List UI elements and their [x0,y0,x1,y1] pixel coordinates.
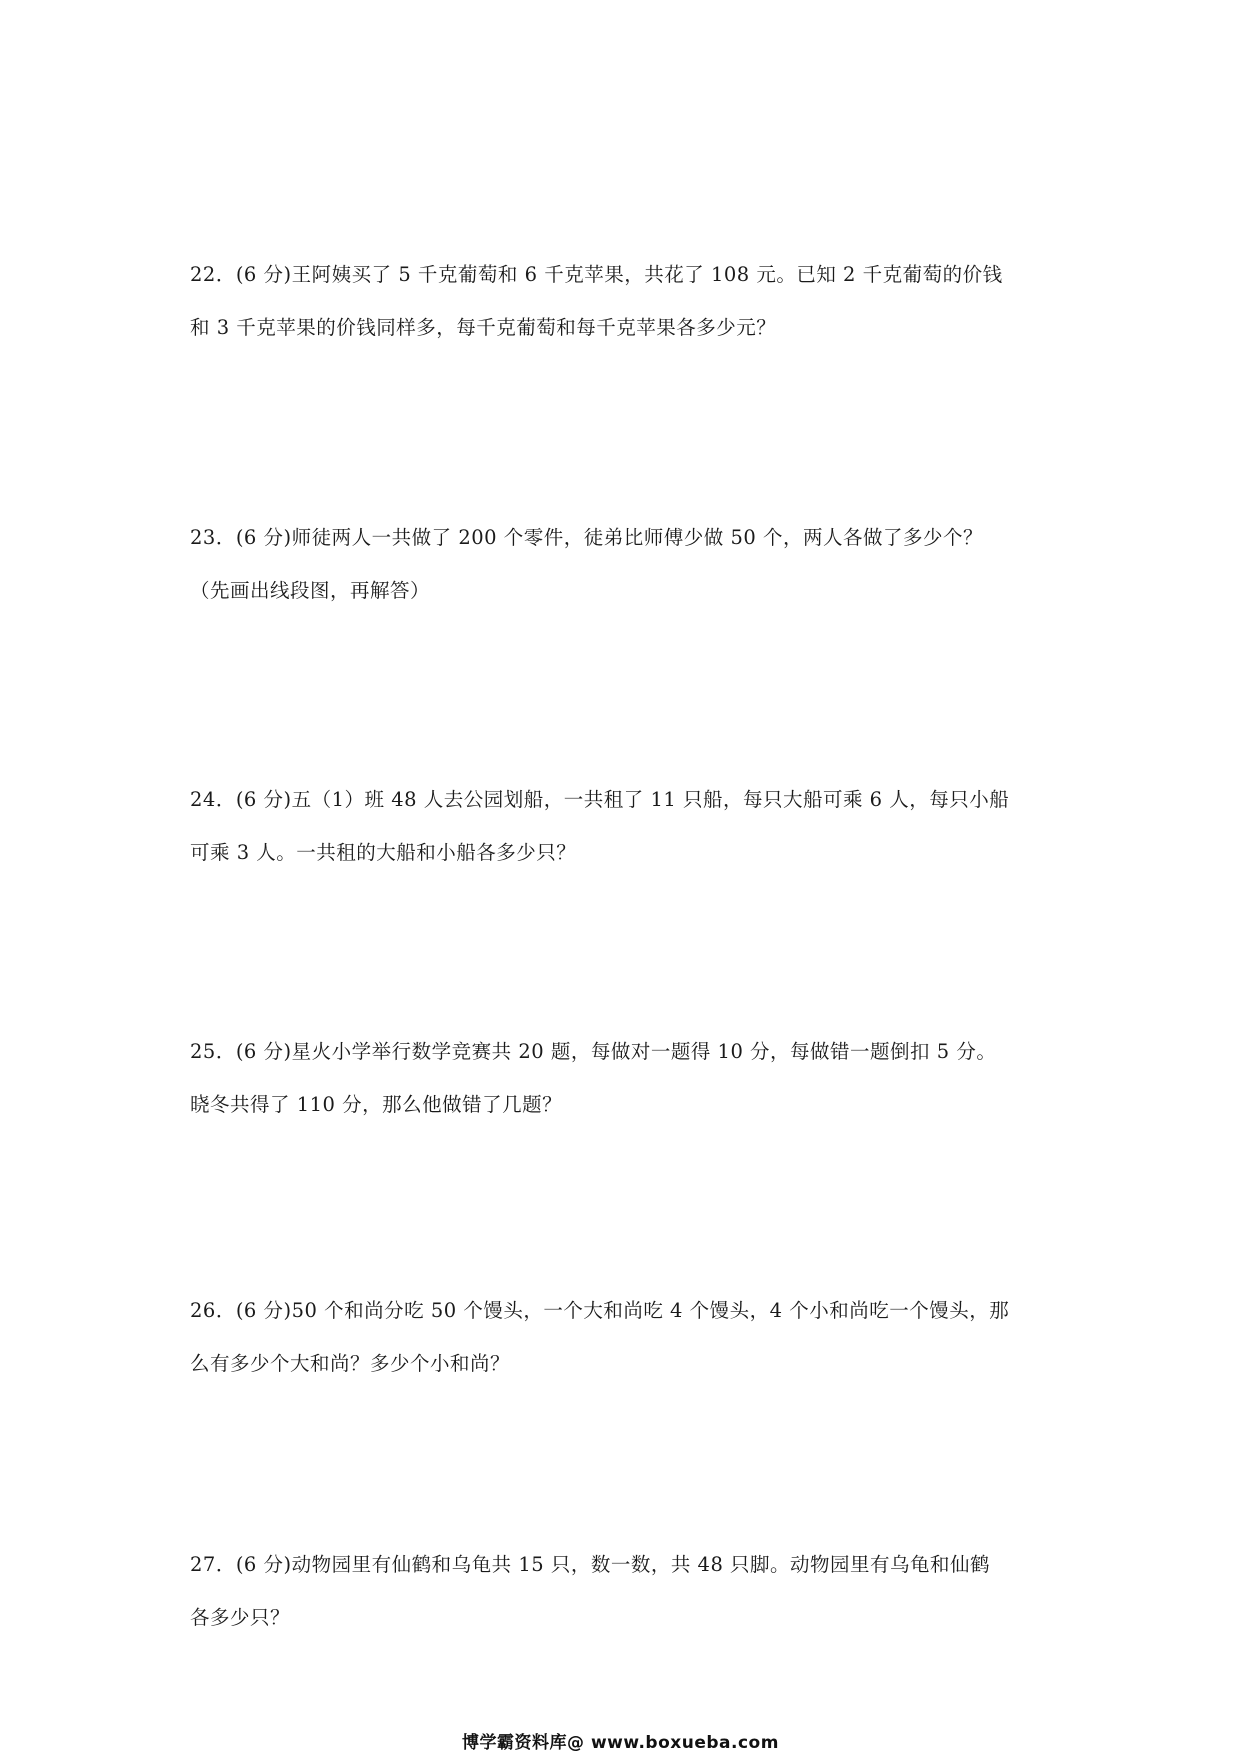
question-25-line-2: 晓冬共得了 110 分，那么他做错了几题？ [190,1093,563,1116]
question-24 [190,773,1070,879]
question-25-line-1: 25．(6 分)星火小学举行数学竞赛共 20 题，每做对一题得 10 分，每做错一题倒扣 5 分。 [190,1040,997,1063]
question-27 [190,1538,1070,1644]
question-26-line-1: 26．(6 分)50 个和尚分吃 50 个馒头，一个大和尚吃 4 个馒头，4 个小和尚吃一个馒头，那 [190,1299,1010,1322]
question-22-line-1: 22．(6 分)王阿姨买了 5 千克葡萄和 6 千克苹果，共花了 108 元。已知 2 千克葡萄的价钱 [190,263,1003,286]
question-25 [190,1025,1070,1131]
question-23-line-1: 23．(6 分)师徒两人一共做了 200 个零件，徒弟比师傅少做 50 个，两人各做了多少个？ [190,526,983,549]
question-26 [190,1284,1070,1390]
question-23-line-2: （先画出线段图，再解答） [190,579,431,602]
question-24-line-1: 24．(6 分)五（1）班 48 人去公园划船，一共租了 11 只船，每只大船可乘 6 人，每只小船 [190,788,1010,811]
question-27-line-1: 27．(6 分)动物园里有仙鹤和乌龟共 15 只，数一数，共 48 只脚。动物园里有乌龟和仙鹤 [190,1553,991,1576]
question-27-line-2: 各多少只？ [190,1606,291,1629]
footer-watermark: 博学霸资料库@ www.boxueba.com [462,1733,779,1753]
question-22-line-2: 和 3 千克苹果的价钱同样多，每千克葡萄和每千克苹果各多少元？ [190,316,777,339]
question-24-line-2: 可乘 3 人。一共租的大船和小船各多少只？ [190,841,577,864]
question-22 [190,248,1070,354]
question-23 [190,511,1070,617]
question-26-line-2: 么有多少个大和尚？多少个小和尚？ [190,1352,511,1375]
